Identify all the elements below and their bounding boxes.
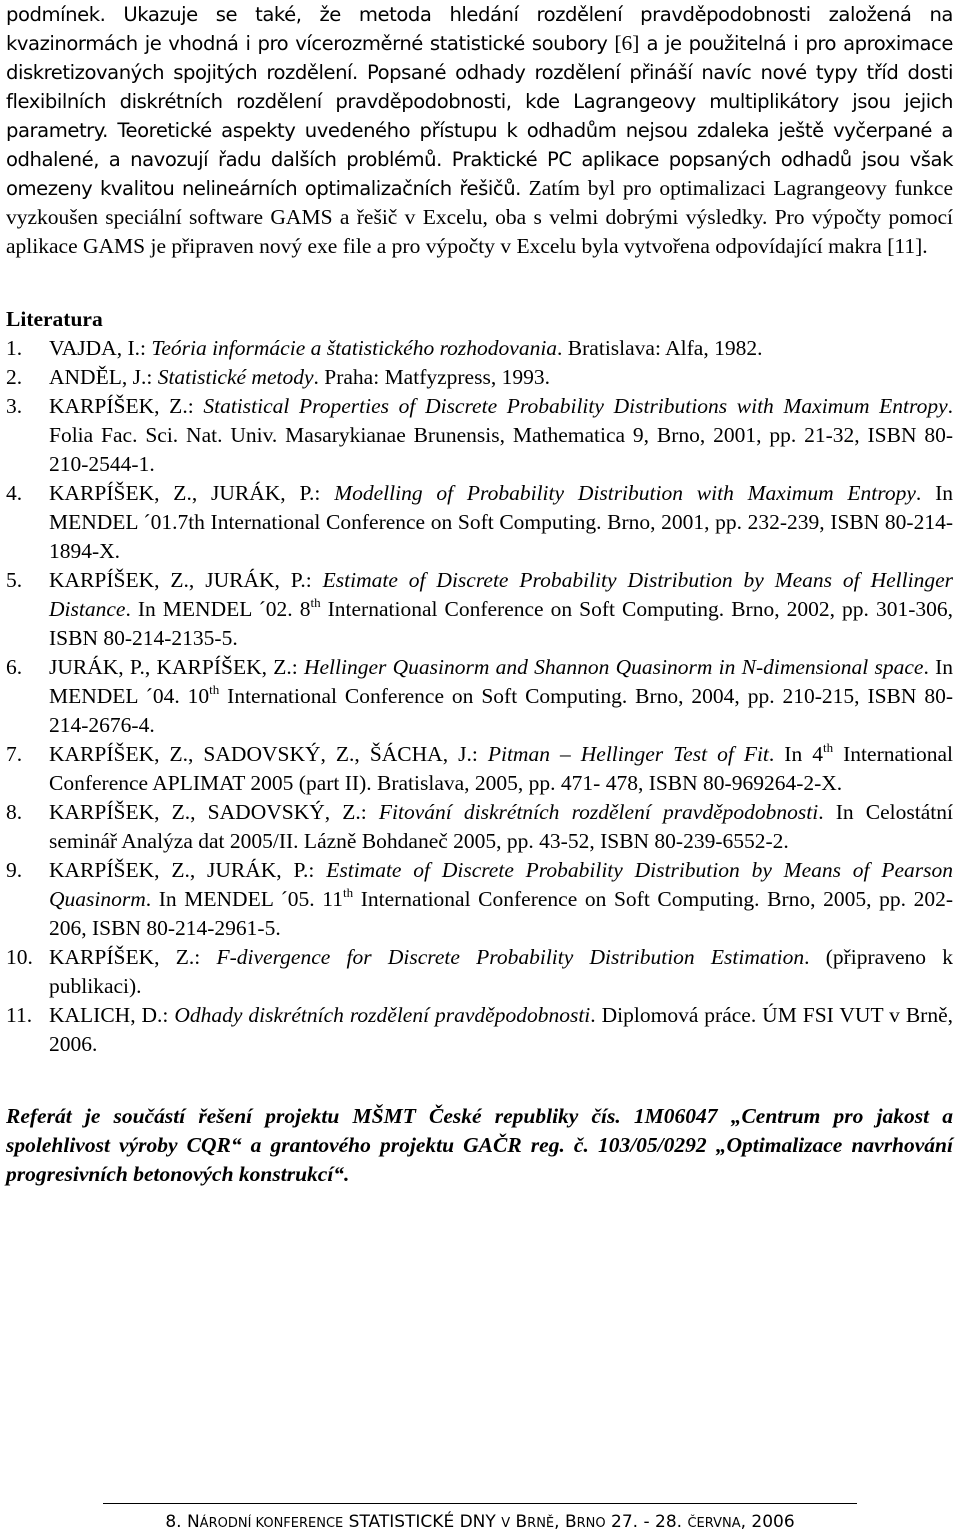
footer-text: RNO	[576, 1516, 606, 1531]
reference-authors: KARPÍŠEK, Z., JURÁK, P.:	[49, 858, 327, 882]
reference-item	[6, 566, 953, 653]
reference-number: 8.	[6, 800, 23, 824]
reference-details: . In MENDEL ´02. 8	[125, 597, 311, 621]
reference-title: Hellinger Quasinorm and Shannon Quasinorm in N-dimensional space	[303, 655, 924, 679]
reference-title: F-divergence for Discrete Probability Distribution Estimation	[216, 945, 805, 969]
reference-number: 10.	[6, 945, 33, 969]
reference-number: 9.	[6, 858, 23, 882]
reference-title: Statistical Properties of Discrete Probability Distributions with Maximum Entropy	[203, 394, 948, 418]
reference-item	[6, 856, 953, 943]
reference-item	[6, 363, 953, 392]
reference-number: 6.	[6, 655, 23, 679]
reference-item	[6, 392, 953, 479]
paragraph-text-serif: Zatím byl pro optimalizaci Lagrangeovy funkce vyzkoušen speciální software GAMS a řešič v Excelu, oba s velmi dobrými výsledky. Pro výpočty pomocí aplikace GAMS je připraven nový exe file a pro výpočty v Excelu byla vytvořena odpovídající makra [11].	[6, 176, 953, 258]
reference-number: 7.	[6, 742, 23, 766]
reference-item	[6, 740, 953, 798]
footer-text: V	[501, 1516, 511, 1531]
reference-title: Odhady diskrétních rozdělení pravděpodobnosti	[174, 1003, 591, 1027]
footer-text: STATISTICKÉ DNY	[343, 1512, 502, 1532]
body-paragraph	[6, 0, 953, 261]
reference-authors: KARPÍŠEK, Z., SADOVSKÝ, Z., ŠÁCHA, J.:	[49, 742, 488, 766]
reference-title: Estimate of Discrete Probability Distribution by Means of Hellinger Distance	[49, 568, 953, 621]
reference-authors: KARPÍŠEK, Z., JURÁK, P.:	[49, 568, 323, 592]
footer-divider	[103, 1503, 857, 1504]
reference-item	[6, 334, 953, 363]
page-footer	[0, 1511, 960, 1535]
citation-link[interactable]: [6]	[614, 31, 640, 55]
footer-text: B	[510, 1512, 528, 1532]
reference-details: . In MENDEL ´05. 11	[145, 887, 343, 911]
reference-authors: KARPÍŠEK, Z.:	[49, 945, 217, 969]
reference-details: . Folia Fac. Sci. Nat. Univ. Masarykianae Brunensis, Mathematica 9, Brno, 2001, pp. 21-32, ISBN 80-210-2544-1.	[49, 394, 953, 476]
reference-item	[6, 653, 953, 740]
paragraph-text: podmínek. Ukazuje se také, že metoda hledání rozdělení pravděpodobnosti založená na kvazinormách je vhodná i pro vícerozměrné statistické soubory	[6, 3, 953, 55]
reference-authors: JURÁK, P., KARPÍŠEK, Z.:	[49, 655, 304, 679]
reference-number: 5.	[6, 568, 23, 592]
reference-authors: KARPÍŠEK, Z., JURÁK, P.:	[49, 481, 335, 505]
reference-details: . Praha: Matfyzpress, 1993.	[313, 365, 550, 389]
reference-authors: KALICH, D.:	[49, 1003, 175, 1027]
ordinal-suffix: th	[209, 682, 220, 697]
footer-text: ÁRODNÍ KONFERENCE	[199, 1516, 344, 1531]
reference-details: International Conference on Soft Computing. Brno, 2004, pp. 210-215, ISBN 80-214-2676-4.	[49, 684, 954, 737]
reference-authors: VAJDA, I.:	[49, 336, 152, 360]
reference-authors: KARPÍŠEK, Z., SADOVSKÝ, Z.:	[49, 800, 379, 824]
reference-number: 2.	[6, 365, 23, 389]
reference-details: . Bratislava: Alfa, 1982.	[557, 336, 763, 360]
reference-item	[6, 1001, 953, 1059]
reference-details: . In MENDEL ´04. 10	[49, 655, 953, 708]
footer-text: RNĚ	[527, 1516, 555, 1531]
reference-item	[6, 943, 953, 1001]
reference-details: . In 4	[768, 742, 823, 766]
footer-text: , 2006	[740, 1512, 795, 1532]
reference-number: 1.	[6, 336, 23, 360]
acknowledgement: Referát je součástí řešení projektu MŠMT České republiky čís. 1M06047 „Centrum pro jakost a spolehlivost výroby CQR“ a grantového projektu GAČR reg. č. 103/05/0292 „Optimalizace navrhování progresivních betonových konstrukcí“.	[6, 1104, 953, 1186]
reference-details: International Conference on Soft Computing. Brno, 2005, pp. 202-206, ISBN 80-214-2961-5.	[49, 887, 953, 940]
footer-text: 27. - 28.	[605, 1512, 688, 1532]
reference-title: Statistické metody	[157, 365, 314, 389]
references-heading: Literatura	[6, 307, 103, 331]
reference-details: International Conference APLIMAT 2005 (part II). Bratislava, 2005, pp. 471- 478, ISBN 80-969264-2-X.	[49, 742, 953, 795]
footer-text: , B	[554, 1512, 577, 1532]
reference-title: Fitování diskrétních rozdělení pravděpodobnosti	[378, 800, 819, 824]
reference-details: . Diplomová práce. ÚM FSI VUT v Brně, 2006.	[49, 1003, 953, 1056]
footer-text: ČERVNA	[687, 1516, 741, 1531]
reference-title: Teória informácie a štatistického rozhodovania	[151, 336, 558, 360]
ordinal-suffix: th	[823, 740, 834, 755]
page-content	[6, 0, 953, 1189]
reference-details: . In MENDEL ´01.7th International Conference on Soft Computing. Brno, 2001, pp. 232-239, ISBN 80-214-1894-X.	[49, 481, 953, 563]
ordinal-suffix: th	[342, 885, 354, 900]
reference-title: Modelling of Probability Distribution with Maximum Entropy	[334, 481, 916, 505]
reference-item	[6, 798, 953, 856]
reference-authors: KARPÍŠEK, Z.:	[49, 394, 204, 418]
reference-authors: ANDĚL, J.:	[49, 365, 158, 389]
paragraph-text: a je použitelná i pro aproximace diskretizovaných spojitých rozdělení. Popsané odhady rozdělení přináší navíc nové typy tříd dosti flexibilních diskrétních rozdělení pravděpodobnosti, kde Lagrangeovy multiplikátory jsou jejich parametry. Teoretické aspekty uvedeného přístupu k odhadům nejsou zdaleka ještě vyčerpané a odhalené, a navozují řadu dalších problémů. Praktické PC aplikace popsaných odhadů jsou však omezeny kvalitou nelineárních optimalizačních řešičů.	[6, 32, 953, 200]
reference-number: 11.	[6, 1003, 33, 1027]
reference-title: Estimate of Discrete Probability Distribution by Means of Pearson Quasinorm	[49, 858, 953, 911]
reference-details: International Conference on Soft Computing. Brno, 2002, pp. 301-306, ISBN 80-214-2135-5.	[49, 597, 954, 650]
reference-item	[6, 479, 953, 566]
reference-title: Pitman – Hellinger Test of Fit	[487, 742, 769, 766]
ordinal-suffix: th	[310, 595, 321, 610]
reference-details: . (připraveno k publikaci).	[49, 945, 953, 998]
references-list	[6, 334, 953, 1059]
reference-number: 4.	[6, 481, 23, 505]
reference-details: . In Celostátní seminář Analýza dat 2005/II. Lázně Bohdaneč 2005, pp. 43-52, ISBN 80-239-6552-2.	[49, 800, 953, 853]
footer-text: 8. N	[165, 1512, 200, 1532]
reference-number: 3.	[6, 394, 23, 418]
